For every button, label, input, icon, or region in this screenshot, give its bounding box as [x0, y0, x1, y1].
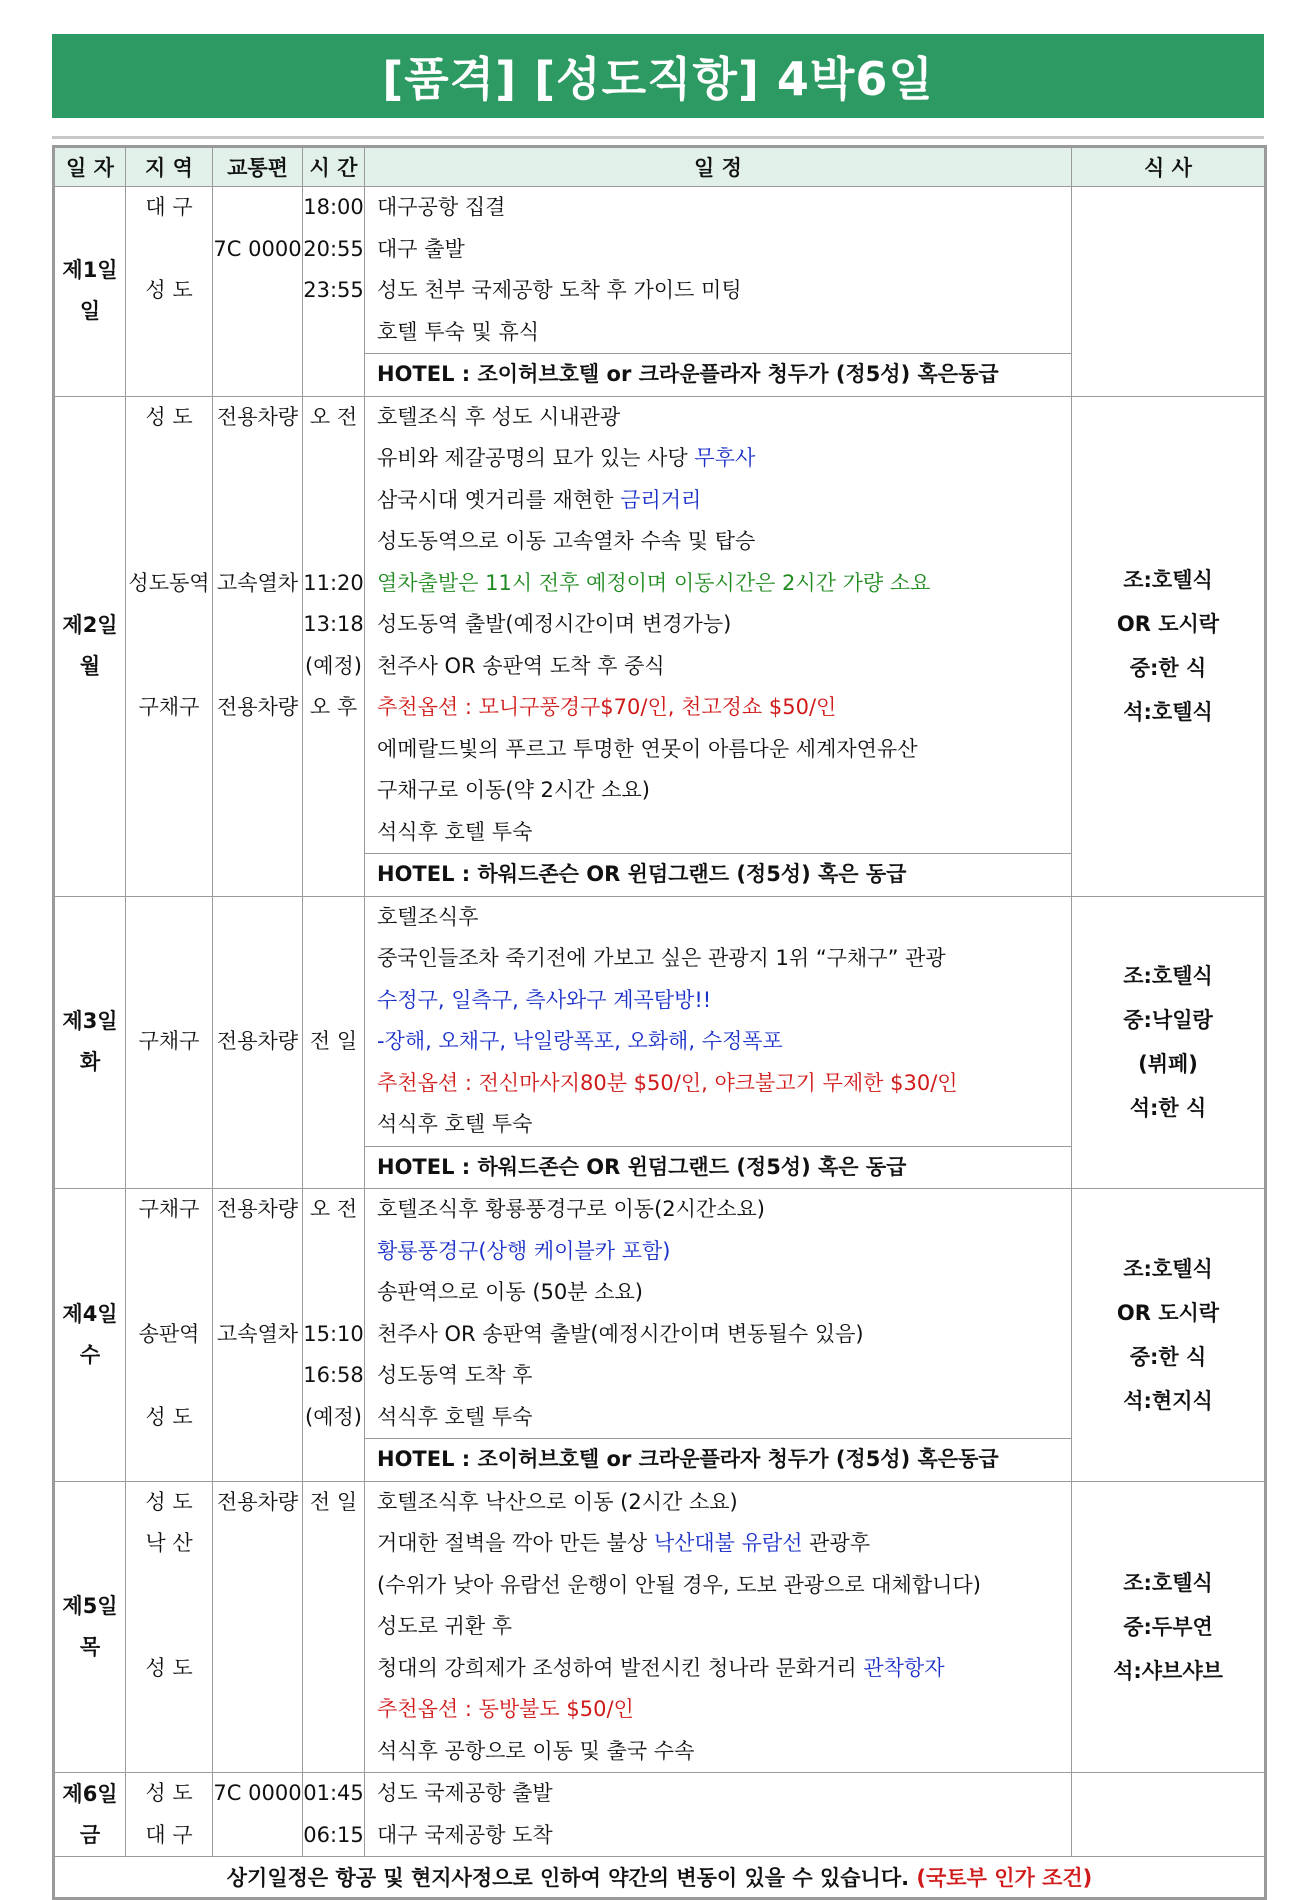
time-line: 18:00: [303, 195, 364, 219]
header-transport: 교통편: [213, 147, 303, 187]
region-line: [126, 897, 212, 939]
highlight-place: 낙산대불 유람선: [653, 1531, 803, 1555]
schedule-cell: [365, 187, 1072, 397]
time-line: [303, 1146, 364, 1188]
schedule-line: [365, 1021, 1071, 1063]
region-cell: [126, 1773, 213, 1857]
schedule-text: HOTEL : 조이허브호텔 or 크라운플라자 청두가 (정5성) 혹은동급: [377, 362, 999, 386]
region-line: [126, 1104, 212, 1146]
region-cell: [126, 1481, 213, 1773]
highlight-place: 금리거리: [620, 487, 702, 512]
meal-text: 석:호텔식: [1123, 700, 1213, 724]
schedule-text: 대구 국제공항 도착: [377, 1822, 553, 1847]
region-line: 구채구: [138, 1029, 200, 1053]
schedule-text: 호텔조식 후 성도 시내관광: [377, 404, 621, 429]
region-line: [126, 770, 212, 812]
schedule-text: 추천옵션 : 동방불도 $50/인: [377, 1697, 634, 1721]
transport-line: [213, 1104, 302, 1146]
time-line: [303, 1731, 364, 1773]
hotel-line: [365, 1146, 1071, 1189]
divider: [52, 136, 1264, 139]
schedule-text: 송판역으로 이동 (50분 소요): [377, 1280, 643, 1304]
transport-line: [213, 1231, 302, 1273]
meal-text: 석:현지식: [1123, 1388, 1213, 1413]
region-line: 성 도: [145, 1489, 193, 1514]
transport-cell: [213, 187, 303, 397]
schedule-line: [365, 397, 1071, 439]
schedule-text: HOTEL : 하워드존슨 OR 윈덤그랜드 (정5성) 혹은 동급: [377, 1154, 907, 1179]
time-line: [303, 521, 364, 563]
transport-line: 고속열차: [216, 1321, 299, 1346]
region-cell: [126, 187, 213, 397]
time-line: 전 일: [309, 1029, 358, 1053]
meal-cell: [1072, 896, 1266, 1189]
region-line: [126, 646, 212, 688]
transport-line: [213, 646, 302, 688]
time-line: [303, 1606, 364, 1648]
region-line: 성 도: [145, 1781, 193, 1805]
region-line: [126, 1438, 212, 1480]
region-line: [126, 1731, 212, 1773]
day-row: [54, 187, 1266, 397]
meal-text: OR 도시락: [1116, 1300, 1220, 1325]
time-line: [303, 897, 364, 939]
time-cell: [303, 1481, 365, 1773]
meal-text: 석:한 식: [1129, 1096, 1207, 1121]
region-line: [126, 853, 212, 895]
transport-line: [213, 1815, 302, 1857]
transport-line: [213, 480, 302, 522]
schedule-text: 유비와 제갈공명의 묘가 있는 사당: [377, 446, 695, 470]
time-line: [303, 1104, 364, 1146]
schedule-line: [365, 1523, 1071, 1565]
footer-note: [54, 1857, 1266, 1899]
schedule-cell: [365, 1189, 1072, 1482]
time-line: [303, 353, 364, 395]
meal-text: OR 도시락: [1116, 612, 1220, 636]
transport-line: [213, 1689, 302, 1731]
schedule-line: [365, 980, 1071, 1022]
schedule-text: 추천옵션 : 모니구풍경구$70/인, 천고정쇼 $50/인: [377, 695, 837, 719]
time-line: 11:20: [303, 570, 364, 595]
time-cell: [303, 396, 365, 896]
transport-cell: [213, 1189, 303, 1482]
schedule-text: 천주사 OR 송판역 도착 후 중식: [377, 653, 665, 678]
title-banner: [52, 34, 1264, 118]
meal-cell: [1072, 187, 1266, 397]
day-text: 제1일: [62, 258, 118, 283]
schedule-text: HOTEL : 하워드존슨 OR 윈덤그랜드 (정5성) 혹은 동급: [377, 862, 907, 886]
transport-line: [213, 980, 302, 1022]
day-text: 제2일: [62, 613, 118, 637]
transport-line: [213, 770, 302, 812]
region-line: [126, 812, 212, 854]
region-line: [126, 980, 212, 1022]
schedule-text: 대구 출발: [377, 236, 465, 261]
schedule-text: 석식후 호텔 투숙: [377, 1404, 533, 1429]
header-date: 일 자: [54, 147, 126, 187]
meal-text: 중:낙일랑: [1123, 1008, 1213, 1033]
region-line: [126, 521, 212, 563]
schedule-text: 성도로 귀환 후: [377, 1614, 513, 1638]
region-line: [126, 1606, 212, 1648]
region-line: 성 도: [145, 1404, 193, 1429]
meal-text: 중:한 식: [1129, 656, 1207, 680]
day-text: 금: [79, 1822, 101, 1847]
schedule-line: [365, 229, 1071, 271]
schedule-text: 거대한 절벽을 깍아 만든 불상: [377, 1531, 654, 1555]
schedule-text: 열차출발은 11시 전후 예정이며 이동시간은 2시간 가량 소요: [377, 570, 931, 595]
time-line: (예정): [305, 1404, 362, 1429]
day-label: [54, 1481, 126, 1773]
day-label: [54, 1773, 126, 1857]
region-line: 성 도: [145, 1655, 193, 1680]
schedule-line: [365, 687, 1071, 729]
schedule-line: [365, 938, 1071, 980]
region-line: [126, 1146, 212, 1188]
schedule-text: 성도동역으로 이동 고속열차 수속 및 탑승: [377, 529, 756, 553]
meal-text: 조:호텔식: [1123, 1256, 1213, 1281]
time-line: 01:45: [303, 1781, 364, 1805]
schedule-line: [365, 563, 1071, 605]
schedule-text: 호텔조식후 황룡풍경구로 이동(2시간소요): [377, 1197, 765, 1221]
region-line: 성도동역: [128, 570, 210, 595]
transport-line: [213, 1523, 302, 1565]
transport-line: [213, 187, 302, 229]
schedule-text: 성도동역 도착 후: [377, 1363, 533, 1387]
region-line: 대 구: [145, 195, 193, 219]
transport-line: [213, 1063, 302, 1105]
time-line: 오 후: [309, 695, 358, 719]
transport-line: [213, 1397, 302, 1439]
transport-line: [213, 1565, 302, 1607]
schedule-line: [365, 1272, 1071, 1314]
itinerary-table: [52, 145, 1267, 1900]
hotel-line: [365, 853, 1071, 896]
header-time: 시 간: [303, 147, 365, 187]
region-line: [126, 1063, 212, 1105]
time-line: [303, 853, 364, 895]
time-cell: [303, 187, 365, 397]
day-row: [54, 1773, 1266, 1857]
schedule-line: [365, 770, 1071, 812]
time-line: [303, 1272, 364, 1314]
schedule-line: [365, 1565, 1071, 1607]
region-line: [126, 1565, 212, 1607]
day-text: 월: [79, 654, 101, 678]
region-line: [126, 1231, 212, 1273]
day-text: 제4일: [62, 1301, 118, 1326]
transport-line: [213, 438, 302, 480]
transport-line: [213, 1146, 302, 1188]
meal-cell: [1072, 1481, 1266, 1773]
region-cell: [126, 896, 213, 1189]
day-row: [54, 896, 1266, 1189]
meal-cell: [1072, 396, 1266, 896]
transport-line: 전용차량: [216, 1197, 299, 1221]
time-line: [303, 312, 364, 354]
time-line: [303, 1565, 364, 1607]
time-line: 16:58: [303, 1363, 364, 1387]
schedule-text: 석식후 호텔 투숙: [377, 819, 533, 844]
transport-line: 전용차량: [216, 1029, 299, 1053]
schedule-text: 성도동역 출발(예정시간이며 변경가능): [377, 612, 732, 636]
schedule-text: 수정구, 일측구, 측사와구 계곡탐방!!: [377, 987, 712, 1012]
transport-cell: [213, 396, 303, 896]
schedule-text: 천주사 OR 송판역 출발(예정시간이며 변동될수 있음): [377, 1321, 864, 1346]
meal-cell: [1072, 1189, 1266, 1482]
region-line: [126, 1272, 212, 1314]
schedule-line: [365, 1231, 1071, 1273]
day-label: [54, 1189, 126, 1482]
schedule-line: [365, 1815, 1071, 1857]
region-line: [126, 353, 212, 395]
time-line: [303, 1648, 364, 1690]
time-line: [303, 480, 364, 522]
time-line: 15:10: [303, 1321, 364, 1346]
footer-row: [54, 1857, 1266, 1899]
transport-line: [213, 853, 302, 895]
time-line: [303, 1523, 364, 1565]
time-cell: [303, 1773, 365, 1857]
schedule-cell: [365, 1481, 1072, 1773]
schedule-line: [365, 438, 1071, 480]
schedule-line: [365, 1104, 1071, 1146]
schedule-line: [365, 1731, 1071, 1773]
transport-line: 7C 0000: [213, 1781, 302, 1805]
schedule-line: [365, 1648, 1071, 1690]
time-line: [303, 729, 364, 771]
region-line: [126, 604, 212, 646]
region-line: [126, 229, 212, 271]
time-line: [303, 938, 364, 980]
time-line: 20:55: [303, 236, 364, 261]
time-line: [303, 1689, 364, 1731]
region-line: [126, 438, 212, 480]
transport-cell: [213, 1773, 303, 1857]
schedule-text: 성도 국제공항 출발: [377, 1781, 553, 1805]
time-line: 13:18: [303, 612, 364, 636]
region-line: 구채구: [138, 1197, 200, 1221]
transport-line: [213, 1606, 302, 1648]
schedule-cell: [365, 896, 1072, 1189]
day-text: 제5일: [62, 1593, 118, 1618]
page-title: [품격] [성도직항] 4박6일: [382, 52, 934, 106]
schedule-text: 호텔조식후 낙산으로 이동 (2시간 소요): [377, 1489, 738, 1514]
time-line: [303, 812, 364, 854]
schedule-text: HOTEL : 조이허브호텔 or 크라운플라자 청두가 (정5성) 혹은동급: [377, 1447, 999, 1471]
time-cell: [303, 1189, 365, 1482]
day-text: 수: [79, 1342, 101, 1367]
hotel-line: [365, 1438, 1071, 1481]
time-line: (예정): [305, 653, 362, 678]
schedule-line: [365, 1397, 1071, 1439]
transport-line: [213, 521, 302, 563]
time-line: [303, 1231, 364, 1273]
transport-line: [213, 270, 302, 312]
transport-line: 전용차량: [216, 695, 299, 719]
header-region: 지 역: [126, 147, 213, 187]
transport-line: [213, 1731, 302, 1773]
transport-line: [213, 1648, 302, 1690]
schedule-line: [365, 604, 1071, 646]
day-label: [54, 396, 126, 896]
time-line: 23:55: [303, 278, 364, 302]
region-line: 대 구: [145, 1822, 193, 1847]
schedule-text: 구채구로 이동(약 2시간 소요): [377, 778, 650, 802]
day-row: [54, 396, 1266, 896]
meal-text: 조:호텔식: [1123, 1570, 1213, 1595]
schedule-cell: [365, 396, 1072, 896]
schedule-line: [365, 729, 1071, 771]
region-line: [126, 312, 212, 354]
schedule-text: 석식후 공항으로 이동 및 출국 수속: [377, 1738, 695, 1763]
transport-cell: [213, 896, 303, 1189]
schedule-text: -장해, 오채구, 낙일랑폭포, 오화해, 수정폭포: [377, 1029, 783, 1053]
time-line: 06:15: [303, 1822, 364, 1847]
transport-line: [213, 604, 302, 646]
transport-line: [213, 1438, 302, 1480]
schedule-line: [365, 480, 1071, 522]
meal-text: 중:한 식: [1129, 1344, 1207, 1369]
schedule-text: 추천옵션 : 전신마사지80분 $50/인, 야크불고기 무제한 $30/인: [377, 1070, 958, 1095]
region-line: [126, 1689, 212, 1731]
header-schedule: 일 정: [365, 147, 1072, 187]
region-line: 성 도: [145, 404, 193, 429]
footer-condition: (국토부 인가 조건): [916, 1866, 1093, 1890]
transport-line: [213, 938, 302, 980]
header-row: [54, 147, 1266, 187]
schedule-line: [365, 1063, 1071, 1105]
region-cell: [126, 1189, 213, 1482]
transport-line: [213, 729, 302, 771]
schedule-line: [365, 646, 1071, 688]
time-line: 오 전: [309, 1197, 358, 1221]
schedule-text: 호텔조식후: [377, 904, 479, 929]
time-line: [303, 1063, 364, 1105]
meal-text: (뷔페): [1138, 1052, 1198, 1077]
schedule-line: [365, 270, 1071, 312]
region-line: 송판역: [138, 1321, 200, 1346]
day-label: [54, 896, 126, 1189]
meal-cell: [1072, 1773, 1266, 1857]
day-text: 일: [79, 299, 101, 324]
transport-line: 전용차량: [216, 404, 299, 429]
transport-line: [213, 897, 302, 939]
schedule-line: [365, 1773, 1071, 1815]
schedule-line: [365, 1314, 1071, 1356]
transport-cell: [213, 1481, 303, 1773]
day-row: [54, 1481, 1266, 1773]
time-line: [303, 438, 364, 480]
schedule-text: 호텔 투숙 및 휴식: [377, 319, 540, 344]
day-label: [54, 187, 126, 397]
schedule-text: (수위가 낮아 유람선 운행이 안될 경우, 도보 관광으로 대체합니다): [377, 1572, 981, 1597]
schedule-text: 삼국시대 옛거리를 재현한: [377, 487, 621, 512]
schedule-line: [365, 187, 1071, 229]
highlight-place: 무후사: [694, 446, 756, 470]
schedule-text: 에메랄드빛의 푸르고 투명한 연못이 아름다운 세계자연유산: [377, 736, 918, 761]
day-text: 화: [79, 1050, 101, 1075]
meal-text: 조:호텔식: [1123, 568, 1213, 592]
transport-line: [213, 812, 302, 854]
schedule-text: 청대의 강희제가 조성하여 발전시킨 청나라 문화거리: [377, 1655, 864, 1680]
schedule-line: [365, 1606, 1071, 1648]
schedule-text: 황룡풍경구(상행 케이블카 포함): [377, 1238, 671, 1263]
footer-text: 상기일정은 항공 및 현지사정으로 인하여 약간의 변동이 있을 수 있습니다.: [226, 1866, 917, 1890]
region-line: 낙 산: [145, 1531, 193, 1555]
region-line: [126, 729, 212, 771]
schedule-line: [365, 1355, 1071, 1397]
transport-line: [213, 1355, 302, 1397]
schedule-tail: 관광후: [802, 1531, 871, 1555]
transport-line: 7C 0000: [213, 236, 302, 261]
schedule-cell: [365, 1773, 1072, 1857]
day-text: 목: [79, 1634, 101, 1659]
time-line: [303, 770, 364, 812]
schedule-text: 성도 천부 국제공항 도착 후 가이드 미팅: [377, 278, 742, 302]
time-line: 전 일: [309, 1489, 358, 1514]
highlight-place: 관착항자: [863, 1655, 945, 1680]
region-line: 성 도: [145, 278, 193, 302]
time-cell: [303, 896, 365, 1189]
time-line: 오 전: [309, 404, 358, 429]
region-line: 구채구: [138, 695, 200, 719]
meal-text: 조:호텔식: [1123, 964, 1213, 989]
time-line: [303, 1438, 364, 1480]
schedule-line: [365, 1189, 1071, 1231]
transport-line: [213, 312, 302, 354]
header-meal: 식 사: [1072, 147, 1266, 187]
schedule-line: [365, 312, 1071, 354]
schedule-line: [365, 812, 1071, 854]
schedule-line: [365, 1689, 1071, 1731]
day-row: [54, 1189, 1266, 1482]
schedule-line: [365, 897, 1071, 939]
day-text: 제3일: [62, 1009, 118, 1034]
transport-line: [213, 353, 302, 395]
schedule-text: 중국인들조차 죽기전에 가보고 싶은 관광지 1위 “구채구” 관광: [377, 946, 946, 970]
schedule-line: [365, 521, 1071, 563]
meal-text: 중:두부연: [1123, 1614, 1213, 1639]
time-line: [303, 980, 364, 1022]
hotel-line: [365, 353, 1071, 396]
transport-line: 고속열차: [216, 570, 299, 595]
schedule-line: [365, 1482, 1071, 1524]
schedule-text: 대구공항 집결: [377, 195, 506, 219]
transport-line: 전용차량: [216, 1489, 299, 1514]
meal-text: 석:샤브샤브: [1113, 1658, 1223, 1683]
region-line: [126, 1355, 212, 1397]
schedule-text: 석식후 호텔 투숙: [377, 1112, 533, 1136]
transport-line: [213, 1272, 302, 1314]
day-text: 제6일: [62, 1781, 118, 1806]
region-line: [126, 480, 212, 522]
region-line: [126, 938, 212, 980]
region-cell: [126, 396, 213, 896]
